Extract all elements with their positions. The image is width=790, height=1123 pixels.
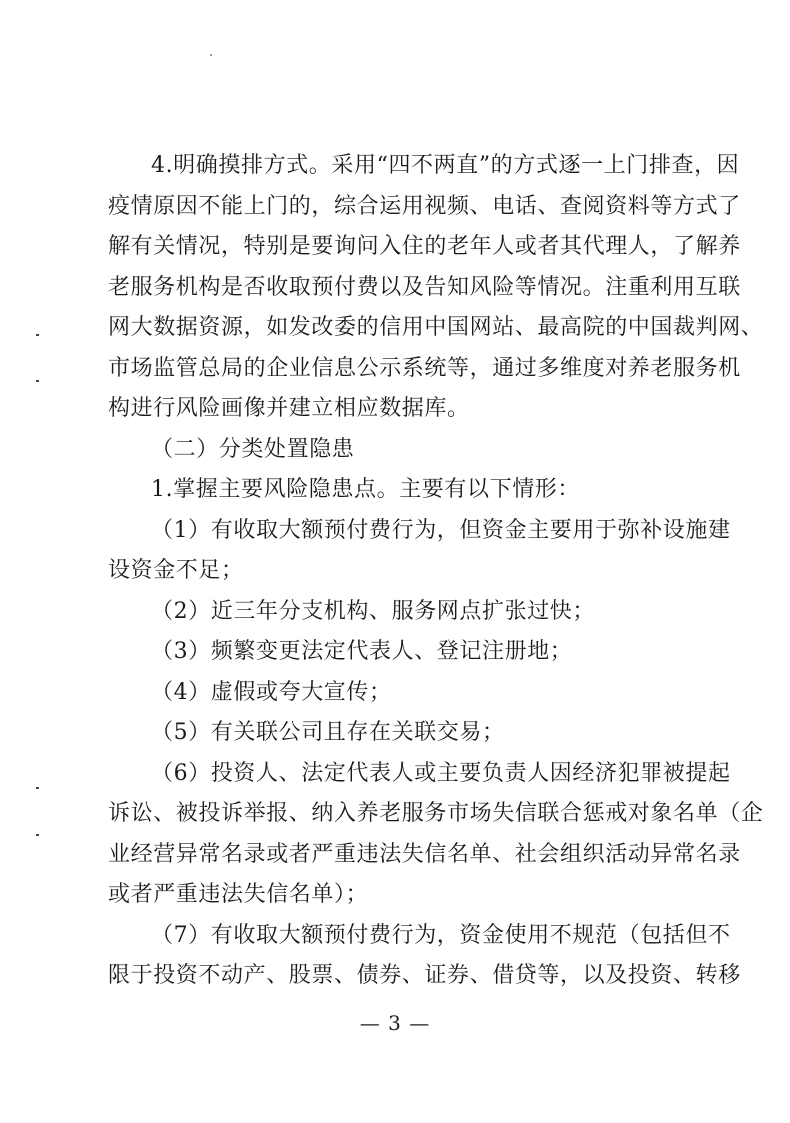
binding-mark bbox=[36, 834, 39, 836]
list-item: （7）有收取大额预付费行为，资金使用不规范（包括但不 bbox=[151, 922, 731, 948]
text-line: 解有关情况，特别是要询问入住的老年人或者其代理人，了解养 bbox=[108, 234, 741, 259]
list-item: （2）近三年分支机构、服务网点扩张过快； bbox=[151, 598, 595, 624]
list-item: （1）有收取大额预付费行为，但资金主要用于弥补设施建 bbox=[151, 517, 731, 543]
text-line: 市场监管总局的企业信息公示系统等，通过多维度对养老服务机 bbox=[108, 355, 741, 381]
text-line: 构进行风险画像并建立相应数据库。 bbox=[108, 396, 470, 421]
list-item: （5）有关联公司且存在关联交易； bbox=[151, 720, 505, 745]
binding-mark bbox=[36, 787, 39, 789]
binding-mark bbox=[36, 334, 39, 336]
binding-mark bbox=[36, 380, 39, 382]
list-item: （4）虚假或夸大宣传； bbox=[151, 679, 392, 705]
text-line: 诉讼、被投诉举报、纳入养老服务市场失信联合惩戒对象名单（企 bbox=[108, 801, 764, 826]
text-line: 业经营异常名录或者严重违法失信名单、社会组织活动异常名录 bbox=[108, 841, 741, 867]
list-item: （3）频繁变更法定代表人、登记注册地； bbox=[151, 639, 573, 664]
text-line: 4.明确摸排方式。采用“四不两直”的方式逐一上门排查，因 bbox=[151, 153, 740, 178]
text-line: 网大数据资源，如发改委的信用中国网站、最高院的中国裁判网、 bbox=[108, 315, 764, 340]
text-line: 限于投资不动产、股票、债券、证券、借贷等，以及投资、转移 bbox=[108, 963, 741, 988]
section-heading: （二）分类处置隐患 bbox=[151, 436, 355, 462]
text-line: 设资金不足； bbox=[108, 558, 244, 583]
text-line: 疫情原因不能上门的，综合运用视频、电话、查阅资料等方式了 bbox=[108, 193, 741, 219]
list-item: （6）投资人、法定代表人或主要负责人因经济犯罪被提起 bbox=[151, 760, 731, 786]
scan-speck bbox=[210, 54, 212, 56]
text-line: 或者严重违法失信名单）； bbox=[108, 882, 369, 907]
text-line: 1.掌握主要风险隐患点。主要有以下情形： bbox=[151, 477, 580, 502]
page-number: — 3 — bbox=[359, 1011, 431, 1035]
text-line: 老服务机构是否收取预付费以及告知风险等情况。注重利用互联 bbox=[108, 274, 741, 300]
document-body bbox=[108, 146, 764, 997]
